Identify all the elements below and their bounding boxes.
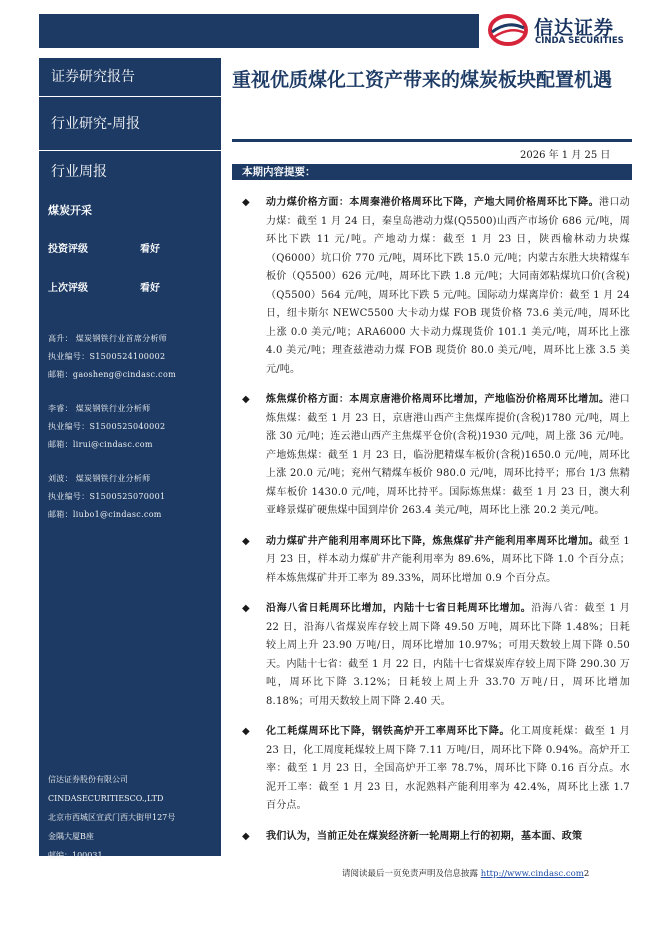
prev-rating-label: 上次评级 bbox=[48, 283, 88, 294]
title-rule bbox=[232, 139, 632, 142]
diamond-bullet-icon: ◆ bbox=[242, 603, 250, 614]
report-sub-category: 行业周报 bbox=[51, 164, 107, 180]
sidebar-divider bbox=[39, 150, 221, 151]
summary-header: 本期内容提要： bbox=[232, 164, 632, 180]
summary-item bbox=[242, 533, 630, 589]
analyst-name: 李睿： 煤炭钢铁行业分析师 bbox=[48, 404, 151, 413]
analyst-email: 邮箱：gaosheng@cindasc.com bbox=[48, 370, 176, 379]
report-date: 2026 年 1 月 25 日 bbox=[520, 150, 611, 161]
website-link[interactable]: http://www.cindasc.com bbox=[480, 869, 584, 879]
diamond-bullet-icon: ◆ bbox=[242, 535, 250, 547]
summary-item-head: 动力煤价格方面：本周秦港价格周环比下降，产地大同价格周环比下降。 bbox=[266, 197, 599, 208]
sector-name: 煤炭开采 bbox=[48, 204, 92, 217]
summary-item-body: 港口动力煤：截至 1 月 24 日，秦皇岛港动力煤(Q5500)山西产市场价 686 元/吨，周环比下跌 11 元/吨。产地动力煤：截至 1 月 23 日，陕西榆林动力块煤（Q6000）坑口价 770 元/吨，周环比下跌 15.0 元/吨；内蒙古东胜大块精煤车板价（Q5500）626 元/吨，周环比下跌 1.8 元/吨；大同南郊粘煤坑口价(含税)（Q5500）564 元/吨，周环比下跌 5 元/吨。国际动力煤离岸价：截至 1 月 24 日，纽卡斯尔 NEWC5500 大卡动力煤 FOB 现货价格 73.6 美元/吨，周环比上涨 0.0 美元/吨；ARA6000 大卡动力煤现货价 101.1 美元/吨，周环比上涨 4.0 美元/吨；理查兹港动力煤 FOB 现货价 80.0 美元/吨，周环比上涨 3.5 美元/吨。 bbox=[266, 197, 630, 375]
company-name: 信达证券股份有限公司 bbox=[48, 775, 128, 784]
previous-rating bbox=[48, 279, 160, 294]
analyst-license: 执业编号：S1500525040002 bbox=[48, 422, 166, 431]
analyst-name: 刘波： 煤炭钢铁行业分析师 bbox=[48, 474, 151, 483]
summary-item-body: 沿海八省：截至 1 月 22 日，沿海八省煤炭库存较上周下降 49.50 万吨，周环比下降 1.48%；日耗较上周上升 23.90 万吨/日，周环比增加 10.97%；可用天数较上周下降 0.50 天。内陆十七省：截至 1 月 22 日，内陆十七省煤炭库存较上周下降 290.30 万吨，周环比下降 3.12%；日耗较上周上升 33.70 万吨/日，周环比增加 8.18%；可用天数较上周下降 2.40 天。 bbox=[266, 603, 631, 707]
page-number: 2 bbox=[583, 869, 590, 879]
sidebar-divider bbox=[39, 96, 221, 97]
header-bar bbox=[39, 14, 479, 48]
summary-item bbox=[242, 828, 630, 847]
summary-item-body: 港口炼焦煤：截至 1 月 23 日，京唐港山西产主焦煤库提价(含税)1780 元/吨，周上涨 30 元/吨；连云港山西产主焦煤平仓价(含税)1930 元/吨，周上涨 36 元/吨。产地炼焦煤：截至 1 月 23 日，临汾肥精煤车板价(含税)1650.0 元/吨，周环比上涨 20.0 元/吨；兖州气精煤车板价 980.0 元/吨，周环比持平；邢台 1/3 焦精煤车板价 1430.0 元/吨，周环比持平。国际炼焦煤：截至 1 月 23 日，澳大利亚峰景煤矿硬焦煤中国到岸价 263.4 美元/吨，周环比上涨 20.2 美元/吨。 bbox=[266, 394, 630, 516]
analyst-email: 邮箱：lirui@cindasc.com bbox=[48, 440, 153, 449]
report-title: 重视优质煤化工资产带来的煤炭板块配置机遇 bbox=[232, 69, 613, 91]
report-type: 证券研究报告 bbox=[51, 69, 135, 85]
sidebar bbox=[39, 58, 221, 860]
company-postcode: 邮编：100031 bbox=[48, 851, 103, 860]
diamond-bullet-icon: ◆ bbox=[242, 394, 250, 405]
cinda-logo bbox=[488, 12, 648, 48]
logo-name-en: CINDA SECURITIES bbox=[535, 36, 624, 46]
logo-name-cn: 信达证券 bbox=[534, 17, 615, 39]
summary-item-head: 化工耗煤周环比下降，钢铁高炉开工率周环比下降。 bbox=[266, 726, 511, 737]
diamond-bullet-icon: ◆ bbox=[242, 197, 250, 208]
company-info bbox=[48, 770, 175, 865]
analyst-license: 执业编号：S1500524100002 bbox=[48, 352, 166, 361]
summary-item-head: 炼焦煤价格方面：本周京唐港价格周环比增加，产地临汾价格周环比增加。 bbox=[266, 394, 610, 405]
summary-item bbox=[242, 391, 630, 521]
rating-label: 投资评级 bbox=[48, 244, 88, 255]
summary-item-head: 沿海八省日耗周环比增加，内陆十七省日耗周环比增加。 bbox=[266, 603, 532, 614]
rating-value: 看好 bbox=[140, 244, 160, 255]
company-address: 北京市西城区宣武门西大街甲127号 bbox=[48, 813, 176, 822]
analyst-name: 高升： 煤炭钢铁行业首席分析师 bbox=[48, 334, 168, 343]
analyst-email: 邮箱：liubo1@cindasc.com bbox=[48, 510, 162, 519]
summary-item bbox=[242, 194, 630, 379]
diamond-bullet-icon: ◆ bbox=[242, 830, 250, 842]
analyst-card bbox=[48, 470, 165, 524]
page-footer bbox=[342, 867, 589, 879]
summary-item-body: 截至 1 月 23 日，样本动力煤矿井产能利用率为 89.6%，周环比下降 1.0 个百分点；样本炼焦煤矿井开工率为 89.33%，周环比增加 0.9 个百分点。 bbox=[266, 535, 630, 584]
summary-list bbox=[242, 194, 630, 846]
disclaimer-text: 请阅读最后一页免责声明及信息披露 bbox=[342, 869, 479, 879]
prev-rating-value: 看好 bbox=[140, 283, 160, 294]
summary-item-head: 动力煤矿井产能利用率周环比下降，炼焦煤矿井产能利用率周环比增加。 bbox=[266, 535, 600, 547]
summary-item bbox=[242, 600, 630, 711]
diamond-bullet-icon: ◆ bbox=[242, 726, 250, 737]
cinda-logo-icon bbox=[488, 14, 528, 46]
company-name-en: CINDASECURITIESCO.,LTD bbox=[48, 794, 164, 803]
analyst-license: 执业编号：S1500525070001 bbox=[48, 492, 166, 501]
analyst-card bbox=[48, 330, 176, 384]
summary-item-head: 我们认为，当前正处在煤炭经济新一轮周期上行的初期，基本面、政策 bbox=[266, 830, 583, 842]
report-category: 行业研究-周报 bbox=[51, 116, 141, 132]
analyst-card bbox=[48, 400, 165, 454]
investment-rating bbox=[48, 240, 160, 255]
summary-item bbox=[242, 723, 630, 816]
company-address: 金隅大厦B座 bbox=[48, 832, 94, 841]
summary-item-body: 化工周度耗煤：截至 1 月 23 日，化工周度耗煤较上周下降 7.11 万吨/日，周环比下降 0.94%。高炉开工率：截至 1 月 23 日，全国高炉开工率 78.7%，周环比下降 0.16 百分点。水泥开工率：截至 1 月 23 日，水泥熟料产能利用率为 42.4%，周环比上涨 1.7 百分点。 bbox=[266, 726, 630, 811]
